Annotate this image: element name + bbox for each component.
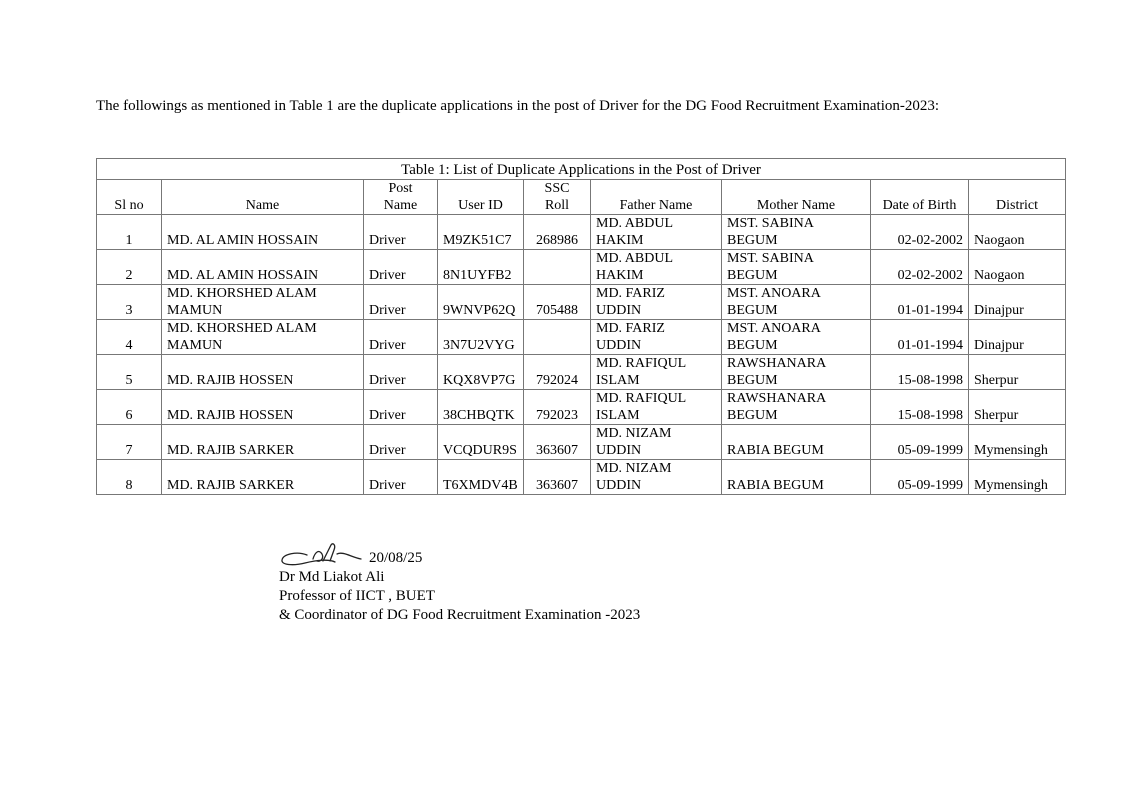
cell-father-name bbox=[591, 425, 722, 460]
cell-mother-name bbox=[722, 285, 871, 320]
cell-father-name-line: UDDIN bbox=[596, 303, 642, 318]
cell-district-line: Naogaon bbox=[974, 268, 1025, 283]
cell-name-line: MD. RAJIB SARKER bbox=[167, 478, 295, 493]
signatory-role: & Coordinator of DG Food Recruitment Examination -2023 bbox=[279, 607, 641, 623]
header-ssc-line2: Roll bbox=[544, 198, 570, 213]
cell-name-line: MD. AL AMIN HOSSAIN bbox=[167, 268, 319, 283]
cell-user-id-line: M9ZK51C7 bbox=[443, 233, 512, 248]
cell-father-name-line: HAKIM bbox=[596, 268, 644, 283]
table-body bbox=[97, 215, 1066, 495]
cell-post-name bbox=[364, 390, 438, 425]
cell-date-of-birth bbox=[871, 460, 969, 495]
header-post-line1: Post bbox=[388, 181, 413, 196]
cell-father-name bbox=[591, 390, 722, 425]
table-row bbox=[97, 320, 1066, 355]
table-title: Table 1: List of Duplicate Applications in the Post of Driver bbox=[97, 159, 1066, 180]
cell-mother-name-line: MST. ANOARA bbox=[727, 321, 821, 336]
cell-sl-no bbox=[97, 285, 162, 320]
cell-sl-no bbox=[97, 425, 162, 460]
cell-user-id bbox=[438, 285, 524, 320]
cell-ssc-roll-line: 792024 bbox=[536, 373, 578, 388]
table-title-row bbox=[97, 159, 1066, 180]
cell-date-of-birth-line: 02-02-2002 bbox=[897, 268, 963, 283]
cell-district-line: Mymensingh bbox=[974, 443, 1048, 458]
cell-user-id bbox=[438, 215, 524, 250]
cell-name bbox=[162, 425, 364, 460]
cell-district bbox=[969, 285, 1066, 320]
cell-date-of-birth-line: 01-01-1994 bbox=[897, 338, 963, 353]
cell-district bbox=[969, 215, 1066, 250]
cell-date-of-birth bbox=[871, 320, 969, 355]
cell-district-line: Sherpur bbox=[974, 408, 1019, 423]
cell-sl-no-line: 1 bbox=[125, 233, 133, 248]
signature-line bbox=[279, 540, 640, 568]
cell-father-name bbox=[591, 460, 722, 495]
cell-post-name-line: Driver bbox=[369, 268, 406, 283]
cell-user-id bbox=[438, 320, 524, 355]
cell-father-name-line: MD. FARIZ bbox=[596, 321, 665, 336]
cell-ssc-roll bbox=[524, 285, 591, 320]
signature-block bbox=[279, 540, 640, 625]
header-ssc-roll bbox=[524, 180, 591, 215]
cell-post-name bbox=[364, 460, 438, 495]
cell-date-of-birth bbox=[871, 250, 969, 285]
cell-sl-no-line: 4 bbox=[125, 338, 133, 353]
cell-date-of-birth bbox=[871, 390, 969, 425]
cell-name-line: MD. KHORSHED ALAM bbox=[167, 321, 317, 336]
cell-date-of-birth bbox=[871, 285, 969, 320]
table-row bbox=[97, 215, 1066, 250]
cell-mother-name-line: MST. SABINA bbox=[727, 216, 814, 231]
cell-post-name bbox=[364, 355, 438, 390]
table-row bbox=[97, 425, 1066, 460]
cell-user-id bbox=[438, 250, 524, 285]
cell-district-line: Dinajpur bbox=[974, 303, 1024, 318]
cell-post-name bbox=[364, 285, 438, 320]
cell-user-id bbox=[438, 460, 524, 495]
cell-sl-no-line: 7 bbox=[125, 443, 133, 458]
cell-user-id-line: 3N7U2VYG bbox=[443, 338, 515, 353]
cell-district bbox=[969, 460, 1066, 495]
cell-mother-name bbox=[722, 215, 871, 250]
cell-father-name-line: HAKIM bbox=[596, 233, 644, 248]
cell-ssc-roll bbox=[524, 425, 591, 460]
signatory-title: Professor of IICT , BUET bbox=[279, 588, 435, 604]
cell-district-line: Sherpur bbox=[974, 373, 1019, 388]
cell-name bbox=[162, 390, 364, 425]
cell-post-name bbox=[364, 215, 438, 250]
cell-name-line: MD. RAJIB SARKER bbox=[167, 443, 295, 458]
cell-father-name-line: MD. RAFIQUL bbox=[596, 356, 687, 371]
cell-sl-no bbox=[97, 460, 162, 495]
signature-date: 20/08/25 bbox=[369, 550, 423, 566]
cell-ssc-roll bbox=[524, 390, 591, 425]
cell-sl-no bbox=[97, 250, 162, 285]
cell-user-id bbox=[438, 355, 524, 390]
duplicate-applications-table bbox=[96, 158, 1066, 495]
cell-mother-name-line: BEGUM bbox=[727, 373, 778, 388]
cell-name-line: MD. AL AMIN HOSSAIN bbox=[167, 233, 319, 248]
cell-name bbox=[162, 215, 364, 250]
cell-date-of-birth bbox=[871, 425, 969, 460]
cell-ssc-roll-line: 792023 bbox=[536, 408, 578, 423]
cell-mother-name-line: BEGUM bbox=[727, 338, 778, 353]
cell-district bbox=[969, 425, 1066, 460]
cell-father-name-line: MD. RAFIQUL bbox=[596, 391, 687, 406]
header-mother-name: Mother Name bbox=[722, 180, 871, 215]
cell-post-name-line: Driver bbox=[369, 338, 406, 353]
cell-sl-no-line: 6 bbox=[125, 408, 133, 423]
cell-name-line: MAMUN bbox=[167, 303, 223, 318]
cell-post-name-line: Driver bbox=[369, 478, 406, 493]
cell-sl-no bbox=[97, 215, 162, 250]
cell-ssc-roll-line: 363607 bbox=[536, 478, 578, 493]
cell-name bbox=[162, 355, 364, 390]
cell-name bbox=[162, 320, 364, 355]
cell-name-line: MD. RAJIB HOSSEN bbox=[167, 408, 294, 423]
cell-post-name-line: Driver bbox=[369, 233, 406, 248]
cell-father-name-line: ISLAM bbox=[596, 408, 640, 423]
cell-name-line: MAMUN bbox=[167, 338, 223, 353]
cell-ssc-roll-line: 268986 bbox=[536, 233, 578, 248]
cell-post-name-line: Driver bbox=[369, 373, 406, 388]
cell-mother-name bbox=[722, 355, 871, 390]
cell-date-of-birth-line: 05-09-1999 bbox=[897, 443, 963, 458]
cell-father-name bbox=[591, 320, 722, 355]
cell-father-name-line: UDDIN bbox=[596, 478, 642, 493]
cell-sl-no bbox=[97, 390, 162, 425]
cell-mother-name-line: BEGUM bbox=[727, 408, 778, 423]
cell-user-id-line: VCQDUR9S bbox=[443, 443, 517, 458]
cell-mother-name-line: RABIA BEGUM bbox=[727, 478, 824, 493]
cell-ssc-roll-line: 705488 bbox=[536, 303, 578, 318]
cell-district-line: Naogaon bbox=[974, 233, 1025, 248]
cell-date-of-birth bbox=[871, 355, 969, 390]
cell-name-line: MD. RAJIB HOSSEN bbox=[167, 373, 294, 388]
cell-date-of-birth-line: 01-01-1994 bbox=[897, 303, 963, 318]
header-post-name bbox=[364, 180, 438, 215]
table-header-row bbox=[97, 180, 1066, 215]
intro-paragraph: The followings as mentioned in Table 1 are the duplicate applications in the post of Driver for the DG Food Recruitment Examination-2023: bbox=[96, 98, 940, 114]
cell-name bbox=[162, 285, 364, 320]
cell-father-name-line: UDDIN bbox=[596, 338, 642, 353]
cell-father-name bbox=[591, 250, 722, 285]
cell-date-of-birth-line: 02-02-2002 bbox=[897, 233, 963, 248]
cell-mother-name bbox=[722, 425, 871, 460]
cell-ssc-roll bbox=[524, 355, 591, 390]
cell-ssc-roll bbox=[524, 460, 591, 495]
cell-father-name bbox=[591, 285, 722, 320]
cell-date-of-birth-line: 15-08-1998 bbox=[897, 373, 963, 388]
cell-date-of-birth-line: 15-08-1998 bbox=[897, 408, 963, 423]
cell-mother-name bbox=[722, 320, 871, 355]
header-post-line2: Name bbox=[383, 198, 418, 213]
cell-father-name-line: MD. ABDUL bbox=[596, 216, 674, 231]
cell-name bbox=[162, 250, 364, 285]
cell-name-line: MD. KHORSHED ALAM bbox=[167, 286, 317, 301]
cell-father-name-line: ISLAM bbox=[596, 373, 640, 388]
cell-mother-name bbox=[722, 250, 871, 285]
cell-name bbox=[162, 460, 364, 495]
cell-father-name-line: MD. NIZAM bbox=[596, 426, 672, 441]
handwritten-signature-icon bbox=[279, 542, 367, 568]
cell-post-name bbox=[364, 425, 438, 460]
cell-district bbox=[969, 390, 1066, 425]
cell-district bbox=[969, 320, 1066, 355]
cell-user-id-line: KQX8VP7G bbox=[443, 373, 516, 388]
cell-district bbox=[969, 250, 1066, 285]
cell-user-id-line: 8N1UYFB2 bbox=[443, 268, 512, 283]
cell-ssc-roll-line: 363607 bbox=[536, 443, 578, 458]
cell-sl-no-line: 3 bbox=[125, 303, 133, 318]
table-row bbox=[97, 460, 1066, 495]
cell-mother-name-line: MST. ANOARA bbox=[727, 286, 821, 301]
header-district: District bbox=[969, 180, 1066, 215]
cell-mother-name-line: BEGUM bbox=[727, 303, 778, 318]
cell-mother-name-line: RAWSHANARA bbox=[727, 391, 827, 406]
cell-user-id-line: 9WNVP62Q bbox=[443, 303, 516, 318]
cell-father-name bbox=[591, 355, 722, 390]
cell-sl-no-line: 5 bbox=[125, 373, 133, 388]
signatory-name: Dr Md Liakot Ali bbox=[279, 569, 385, 585]
cell-sl-no-line: 2 bbox=[125, 268, 133, 283]
cell-district-line: Mymensingh bbox=[974, 478, 1048, 493]
table-row bbox=[97, 390, 1066, 425]
header-user-id: User ID bbox=[438, 180, 524, 215]
cell-post-name-line: Driver bbox=[369, 408, 406, 423]
table-row bbox=[97, 250, 1066, 285]
cell-mother-name-line: MST. SABINA bbox=[727, 251, 814, 266]
cell-user-id-line: 38CHBQTK bbox=[443, 408, 515, 423]
cell-date-of-birth bbox=[871, 215, 969, 250]
cell-post-name-line: Driver bbox=[369, 303, 406, 318]
cell-father-name-line: MD. NIZAM bbox=[596, 461, 672, 476]
cell-sl-no bbox=[97, 355, 162, 390]
cell-district-line: Dinajpur bbox=[974, 338, 1024, 353]
cell-date-of-birth-line: 05-09-1999 bbox=[897, 478, 963, 493]
cell-father-name-line: UDDIN bbox=[596, 443, 642, 458]
cell-father-name bbox=[591, 215, 722, 250]
header-name: Name bbox=[162, 180, 364, 215]
cell-ssc-roll bbox=[524, 250, 591, 285]
cell-user-id bbox=[438, 425, 524, 460]
table-row bbox=[97, 355, 1066, 390]
cell-ssc-roll bbox=[524, 320, 591, 355]
cell-district bbox=[969, 355, 1066, 390]
cell-mother-name bbox=[722, 390, 871, 425]
cell-mother-name bbox=[722, 460, 871, 495]
header-father-name: Father Name bbox=[591, 180, 722, 215]
header-date-of-birth: Date of Birth bbox=[871, 180, 969, 215]
cell-sl-no-line: 8 bbox=[125, 478, 133, 493]
cell-sl-no bbox=[97, 320, 162, 355]
cell-mother-name-line: RABIA BEGUM bbox=[727, 443, 824, 458]
cell-mother-name-line: RAWSHANARA bbox=[727, 356, 827, 371]
header-ssc-line1: SSC bbox=[544, 181, 570, 196]
cell-father-name-line: MD. FARIZ bbox=[596, 286, 665, 301]
cell-mother-name-line: BEGUM bbox=[727, 268, 778, 283]
cell-ssc-roll bbox=[524, 215, 591, 250]
cell-post-name bbox=[364, 320, 438, 355]
cell-father-name-line: MD. ABDUL bbox=[596, 251, 674, 266]
cell-post-name-line: Driver bbox=[369, 443, 406, 458]
header-sl-no: Sl no bbox=[97, 180, 162, 215]
cell-user-id bbox=[438, 390, 524, 425]
cell-post-name bbox=[364, 250, 438, 285]
cell-user-id-line: T6XMDV4B bbox=[443, 478, 518, 493]
cell-mother-name-line: BEGUM bbox=[727, 233, 778, 248]
table-row bbox=[97, 285, 1066, 320]
